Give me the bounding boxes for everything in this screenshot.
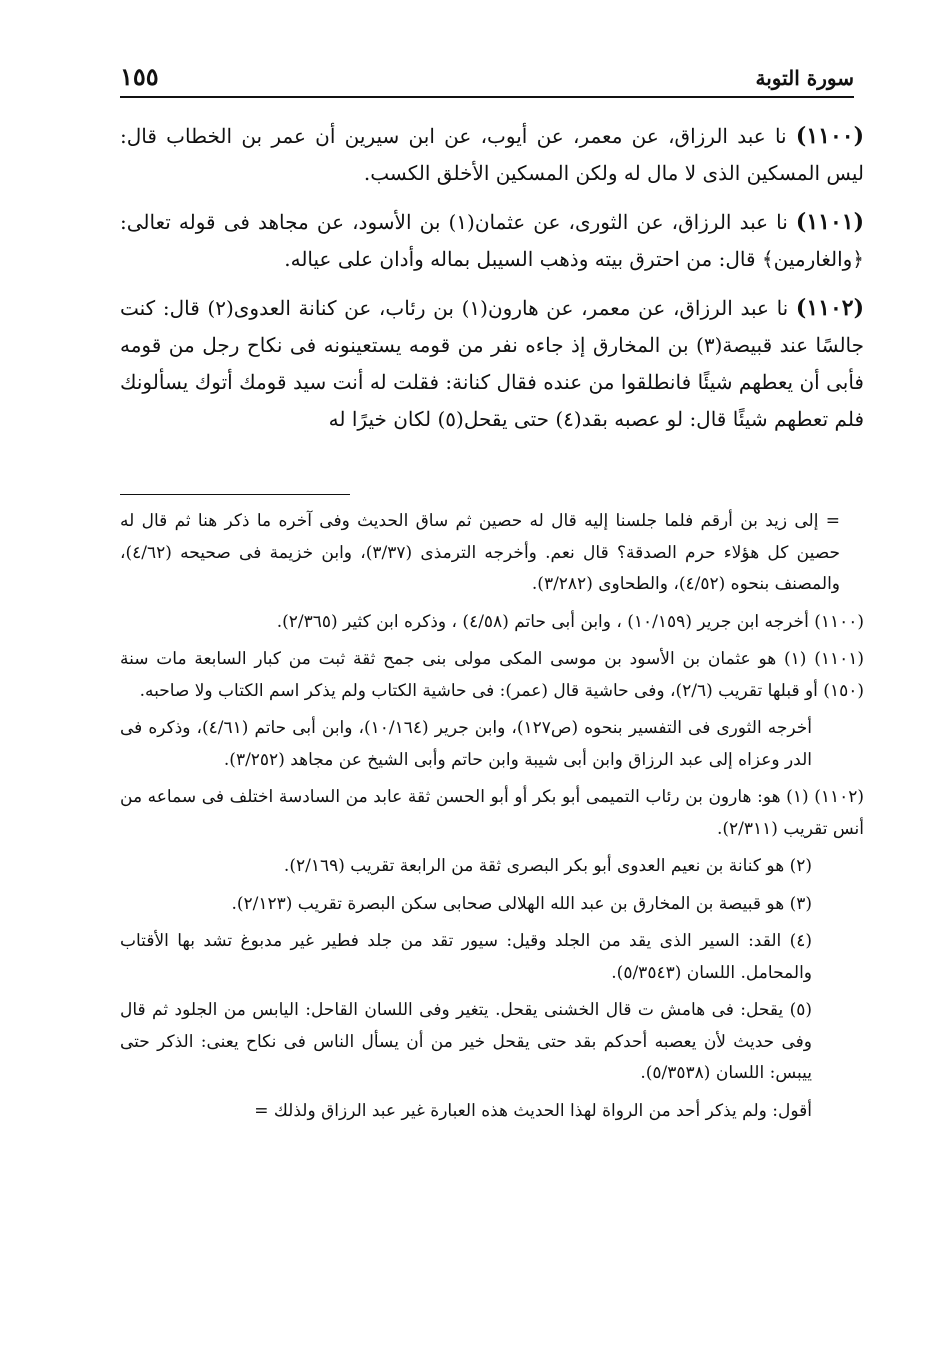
hadith-text: نا عبد الرزاق، عن معمر، عن هارون(١) بن رئاب، عن كنانة العدوى(٢) قال: كنت جالسًا عند قبيصة(٣) بن المخارق إذ جاءه نفر من قومه يستعينونه فى نكاح رجل من قومه فأبى أن يعطهم شيئًا فانطلقوا من عنده فقال كنانة: فقلت له أنت سيد قومك أتوك يسألونك فلم تعطهم شيئًا قال: لو عصبه بقد(٤) حتى يقحل(٥) لكان خيرًا له <box>120 296 865 431</box>
hadith-1102 <box>120 290 864 438</box>
hadith-number: (١١٠١) <box>795 209 864 235</box>
surah-title: سورة التوبة <box>755 66 854 90</box>
footnote-1101-1: (١١٠١) (١) هو عثمان بن الأسود بن موسى المكى مولى بنى جمح ثقة ثبت من كبار السابعة مات سنة (١٥٠) أو قبلها تقريب (٢/٦)، وفى حاشية قال (عمر): فى حاشية الكتاب ولم يذكر اسم الكتاب ولا صاحبه. <box>120 649 864 701</box>
hadith-text: نا عبد الرزاق، عن الثورى، عن عثمان(١) بن الأسود، عن مجاهد فى قوله تعالى: ﴿والغارمين﴾ قال: من احترق بيته وذهب السيبل بماله وأدان على عياله. <box>120 210 864 271</box>
hadith-1100 <box>120 118 864 192</box>
hadith-1101 <box>120 204 864 278</box>
footnotes <box>120 506 864 1133</box>
main-text <box>120 118 864 450</box>
footnote-1102-2: (٢) هو كنانة بن نعيم العدوى أبو بكر البصرى ثقة من الرابعة تقريب (٢/١٦٩). <box>283 856 812 876</box>
footnote-divider <box>120 494 350 495</box>
footnote-continuation: = إلى زيد بن أرقم فلما جلسنا إليه قال له حصين ثم ساق الحديث وفى آخره ما ذكر هنا ثم قال له حصين كل هؤلاء حرم الصدقة؟ قال نعم. وأخرجه الترمذى (٣/٣٧)، وابن خزيمة فى صحيحه (٤/٦٢)، والمصنف بنحوه (٤/٥٢)، والطحاوى (٣/٢٨٢). <box>120 511 840 594</box>
hadith-text: نا عبد الرزاق، عن معمر، عن أيوب، عن ابن سيرين أن عمر بن الخطاب قال: ليس المسكين الذى لا مال له ولكن المسكين الأخلق الكسب. <box>120 124 864 185</box>
footnote-1102-5: (٥) يقحل: فى هامش ت قال الخشنى يقحل. يتغير وفى اللسان القاحل: اليابس من الجلود ثم قال وفى حديث لأن يعصبه أحدكم بقد حتى يقحل خير من أن يسأل الناس فى نكاح يعنى: الذكر حتى ييبس: اللسان (٥/٣٥٣٨). <box>120 1000 812 1083</box>
footnote-1102-3: (٣) هو قبيصة بن المخارق بن عبد الله الهلالى صحابى سكن البصرة تقريب (٢/١٢٣). <box>231 893 812 914</box>
hadith-number: (١١٠٠) <box>795 123 864 149</box>
page-header <box>120 62 854 98</box>
footnote-1100: (١١٠٠) أخرجه ابن جرير (١٠/١٥٩) ، وابن أبى حاتم (٤/٥٨) ، وذكره ابن كثير (٢/٣٦٥). <box>276 611 864 632</box>
footnote-1101-takhrij: أخرجه الثورى فى التفسير بنحوه (ص١٢٧)، وابن جرير (١٠/١٦٤)، وابن أبى حاتم (٤/٦١)، وذكره فى الدر وعزاه إلى عبد الرزاق وابن أبى شيبة وابن حاتم وأبى الشيخ عن مجاهد (٣/٢٥٢). <box>120 718 812 770</box>
footnote-comment: أقول: ولم يذكر أحد من الرواة لهذا الحديث هذه العبارة غير عبد الرزاق ولذلك = <box>254 1100 812 1121</box>
footnote-1102-4: (٤) القد: السير الذى يقد من الجلد وقيل: سيور تقد من جلد فطير غير مدبوغ تشد بها الأقتاب والمحامل. اللسان (٥/٣٥٤٣). <box>120 931 812 983</box>
hadith-number: (١١٠٢) <box>795 295 865 321</box>
page-number: ١٥٥ <box>120 62 159 91</box>
footnote-1102-1: (١١٠٢) (١) هو: هارون بن رئاب التميمى أبو بكر أو أبو الحسن ثقة عابد من السادسة اختلف فى سماعه من أنس تقريب (٢/٣١١). <box>120 787 864 839</box>
